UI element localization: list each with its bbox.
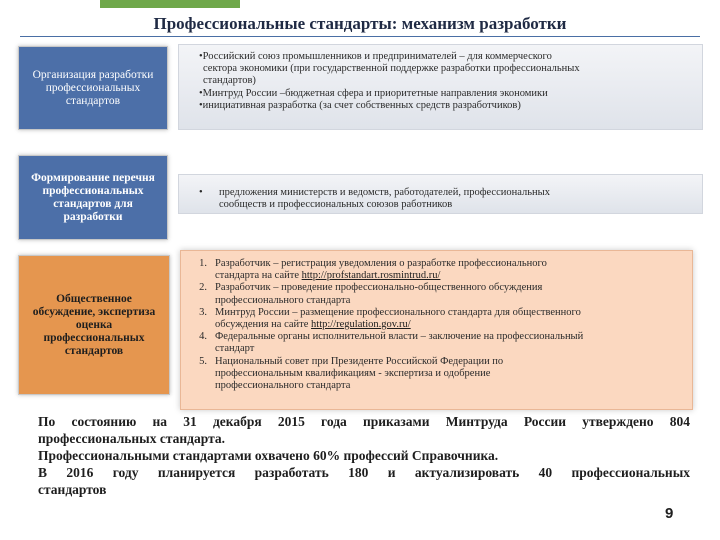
list-item [191, 282, 680, 306]
list-item [191, 331, 680, 355]
panel-line: предложения министерств и ведомств, работодателей, профессиональных [219, 187, 550, 198]
top-accent-bar [100, 0, 240, 8]
step-tail-text: стандарта на сайте [215, 270, 302, 282]
panel-line: сообществ и профессиональных союзов работников [219, 199, 453, 211]
panel-line: •Российский союз промышленников и предпринимателей – для коммерческого [199, 51, 552, 62]
summary-text [38, 413, 690, 498]
summary-line: профессиональных стандарта. [38, 431, 225, 446]
step-line [215, 319, 581, 331]
panel-line: стандартов) [203, 75, 256, 87]
list-item [199, 187, 690, 211]
regulation-link[interactable]: http://regulation.gov.ru/ [311, 319, 411, 331]
step-number: 5. [199, 355, 207, 367]
step-line: Разработчик – проведение профессионально-общественного обсуждения [215, 282, 543, 294]
step-number: 3. [199, 306, 207, 318]
step-line: Минтруд России – размещение профессионального стандарта для общественного [215, 306, 581, 318]
step-line [215, 270, 547, 282]
panel-line: •инициативная разработка (за счет собственных средств разработчиков) [199, 99, 521, 111]
list-item [191, 258, 680, 282]
step-line: профессионального стандарта [215, 294, 351, 306]
bullet-marker: • [199, 187, 203, 198]
panel-list-formation [178, 174, 703, 214]
step-number: 2. [199, 282, 207, 294]
profstandart-link[interactable]: http://profstandart.rosmintrud.ru/ [301, 270, 441, 282]
label-list-formation: Формирование перечня профессиональных стандартов для разработки [18, 155, 168, 240]
step-line: профессиональным квалификациям - экспертиза и одобрение [215, 367, 491, 379]
summary-line: Профессиональными стандартами охвачено 60% профессий Справочника. [38, 448, 499, 463]
title-divider [20, 36, 700, 37]
label-public-discussion: Общественное обсуждение, экспертиза оценка профессиональных стандартов [18, 255, 170, 395]
panel-line: •Минтруд России –бюджетная сфера и приоритетные направления экономики [199, 87, 548, 99]
list-item [191, 307, 680, 331]
step-line: Федеральные органы исполнительной власти – заключение на профессиональный [215, 331, 584, 343]
step-number: 4. [199, 331, 207, 343]
step-line: Национальный совет при Президенте Российской Федерации по [215, 355, 504, 367]
step-line: профессионального стандарта [215, 380, 351, 392]
summary-line: По состоянию на 31 декабря 2015 года приказами Минтруда России утверждено 804 [38, 414, 690, 429]
page-title: Профессиональные стандарты: механизм разработки [153, 14, 567, 33]
panel-organization [178, 44, 703, 130]
panel-line: сектора экономики (при государственной поддержке разработки профессиональных [203, 63, 580, 75]
page-number: 9 [665, 505, 674, 522]
step-number: 1. [199, 258, 207, 269]
summary-line: стандартов [38, 482, 107, 497]
summary-line: В 2016 году планируется разработать 180 и актуализировать 40 профессиональных [38, 465, 690, 480]
list-item [191, 356, 680, 393]
step-line: Разработчик – регистрация уведомления о разработке профессионального [215, 258, 547, 269]
label-organization: Организация разработки профессиональных стандартов [18, 46, 168, 130]
panel-public-discussion [180, 250, 693, 410]
step-tail-text: обсуждения на сайте [215, 319, 312, 331]
step-line: стандарт [215, 343, 255, 355]
